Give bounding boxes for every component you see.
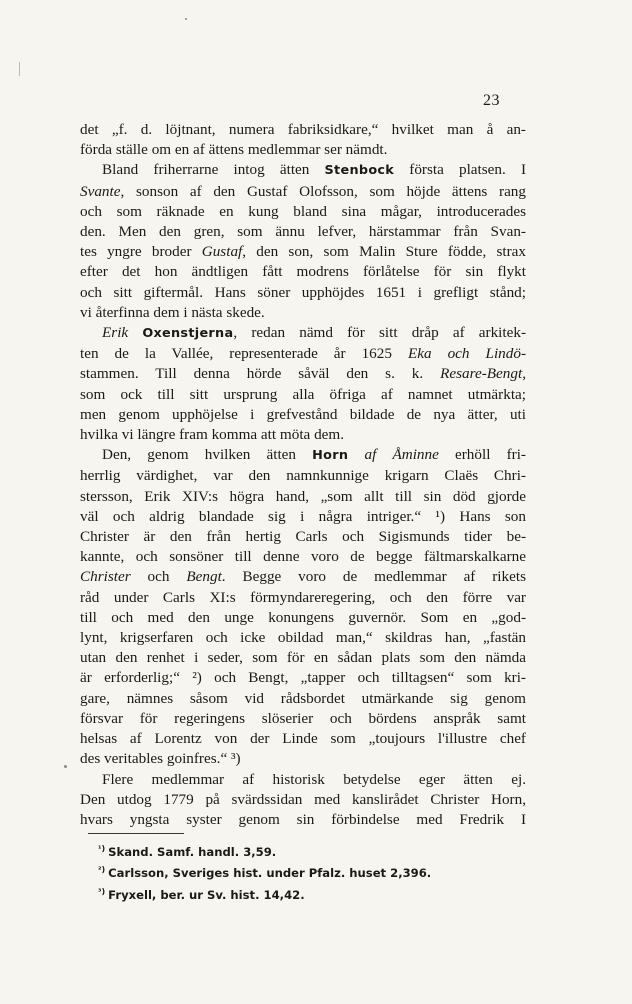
text-line: förda ställe om en af ättens medlemmar ser nämdt. [80,141,388,159]
text-line: till och med den unge konungens guvernör. Som en „god- [80,608,526,626]
text-line: försvar för regeringens slöserier och bördens anspråk samt [80,709,526,727]
text-line: är erforderlig;“ ²) och Bengt, „tapper och tilltagsen“ som kri- [80,669,526,687]
text-run: och [130,568,187,586]
text-line: men genom upphöjelse i grefvestånd bildade de nya ätter, uti [80,405,526,423]
text-line: Den utdog 1779 på svärdssidan med kanslirådet Christer Horn, [80,790,526,808]
text-line: helsas af Lorentz von der Linde som „toujours l'illustre chef [80,730,526,748]
surname-oxenstjerna: Oxenstjerna [142,326,234,342]
footnote-1 [98,840,498,861]
text-run: första platsen. I [394,161,527,179]
text-line [80,182,526,202]
text-line: och som räknade en kung bland sina mågar, introducerades [80,202,526,220]
text-line [80,242,526,262]
text-line: kannte, och sonsöner till denne voro de begge fältmarskalkarne [80,548,526,566]
text-line [80,364,526,384]
surname-horn: Horn [312,448,349,464]
footnote-mark: ³) [98,886,106,896]
name-gustaf: Gustaf [201,243,243,261]
text-line [80,160,526,181]
text-line: efter det hon ändtligen fått modrens förlåtelse för sin flykt [80,263,526,281]
paper-speck [185,18,187,20]
text-line: herrlig värdighet, var den namnkunnige krigarn Claës Chri- [80,467,526,485]
text-line: den. Men den gren, som ännu lefver, härstammar från Svan- [80,223,526,241]
paper-speck [19,62,20,76]
place-aminne: af Åminne [364,446,439,464]
name-resare-bengt: Resare-Bengt, [440,365,526,383]
text-line: råd under Carls XI:s förmyndareregering, och den förre var [80,588,526,606]
place-eka-lindo: Eka och Lindö- [407,345,526,363]
text-line: Flere medlemmar af historisk betydelse eger ätten ej. [102,770,526,788]
text-line: och sitt giftermål. Hans söner upphöjdes 1651 i grefligt stånd; [80,283,526,301]
text-line: utan den renhet i seder, som för en sådan plats som den nämda [80,649,526,667]
text-line [80,344,526,364]
text-run [348,446,364,463]
text-run: erhöll fri- [438,446,526,464]
text-run [128,324,142,341]
text-run: Den, genom hvilken ätten [102,446,313,464]
text-line: vi återfinna dem i nästa skede. [80,303,265,321]
footnote-mark: ¹) [98,844,106,853]
footnotes [98,840,498,904]
name-christer: Christer [80,568,131,586]
text-run: Bland friherrarne intog ätten [102,161,325,179]
text-line: som ock till sitt ursprung alla öfriga af namnet utmärkta; [80,385,526,403]
footnote-text: Fryxell, ber. ur Sv. hist. 14,42. [108,887,305,902]
footnote-2 [98,861,498,882]
text-line: väl och aldrig blandade sig i några intriger.“ ¹) Hans son [80,507,526,525]
name-bengt: Bengt [186,568,222,586]
text-line: des veritables goinfres.“ ³) [80,750,241,768]
text-line: det „f. d. löjtnant, numera fabriksidkare,“ hvilket man å an- [80,121,526,138]
body-text [80,120,526,830]
text-line: hvilka vi längre fram komma att möta dem. [80,426,345,444]
name-erik: Erik [102,324,129,342]
text-line: Christer är den från hertig Carls och Sigismunds tider be- [80,528,526,546]
footnote-3 [98,883,498,904]
footnote-mark: ²) [98,865,106,875]
text-line [80,567,526,587]
text-run: stammen. Till denna hörde såväl den s. k. [80,365,441,383]
text-line: hvars yngsta syster genom sin förbindelse med Fredrik I [80,810,526,828]
text-run: , den son, som Malin Sture födde, strax [242,243,526,261]
paper-speck [64,765,67,768]
text-line: gare, nämnes såsom vid rådsbordet utmärkande sig genom [80,689,526,707]
surname-stenbock: Stenbock [324,163,395,179]
text-line [80,445,526,466]
text-run: tes yngre broder [80,243,202,261]
text-line: stersson, Erik XIV:s högra hand, „som allt till sin död gjorde [80,487,526,505]
footnote-divider [88,833,184,834]
page-number: 23 [483,92,500,109]
name-svante: Svante [80,182,121,200]
text-run: , redan nämd för sitt dråp af arkitek- [233,324,526,342]
text-line [80,323,526,344]
text-run: , sonson af den Gustaf Olofsson, som höjde ättens rang [120,182,526,200]
footnote-text: Skand. Samf. handl. 3,59. [108,844,277,859]
text-run: . Begge voro de medlemmar af rikets [221,568,526,586]
text-line: lynt, krigserfaren och icke obildad man,“ skildras han, „fastän [80,629,526,647]
text-run: ten de la Vallée, representerade år 1625 [80,345,408,363]
footnote-text: Carlsson, Sveriges hist. under Pfalz. huset 2,396. [108,866,432,881]
